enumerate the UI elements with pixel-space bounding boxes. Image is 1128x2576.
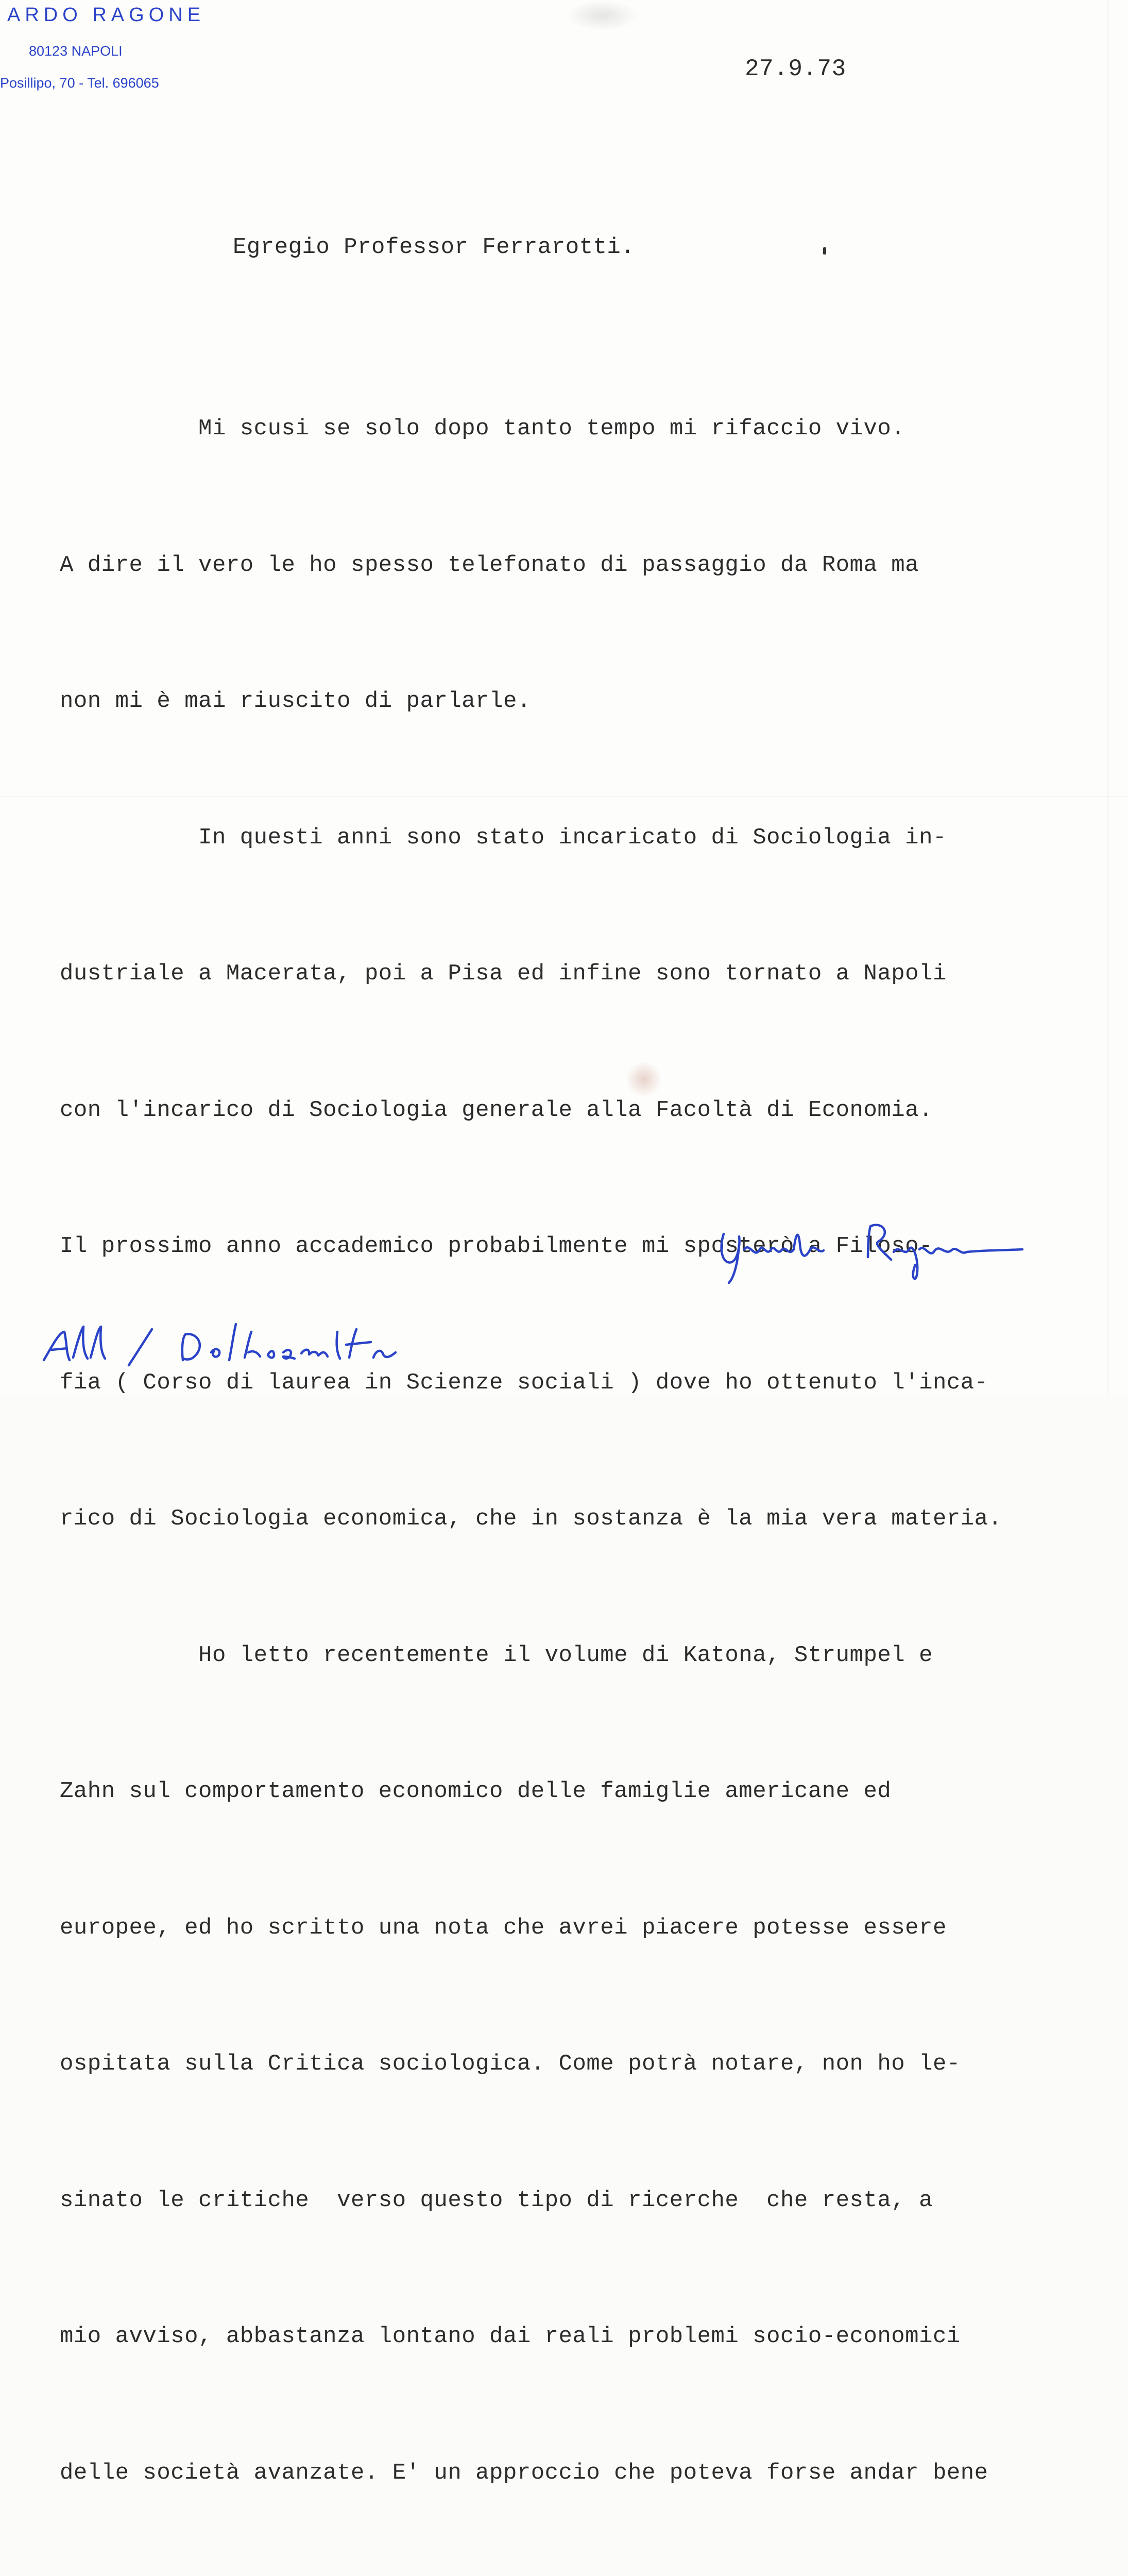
letter-date: 27.9.73 [745, 56, 846, 82]
body-line: Il prossimo anno accademico probabilmente mi sposterò a Filoso- [60, 1233, 933, 1259]
body-line: con l'incarico di Sociologia generale alla Facoltà di Economia. [60, 1097, 933, 1123]
body-line: A dire il vero le ho spesso telefonato di passaggio da Roma ma [60, 552, 919, 578]
paper-smudge [567, 0, 639, 31]
body-line: sinato le critiche verso questo tipo di ricerche che resta, a [60, 2187, 933, 2213]
body-line: rico di Sociologia economica, che in sostanza è la mia vera materia. [60, 1506, 1002, 1532]
body-line: mio avviso, abbastanza lontano dai reali problemi socio-economici [60, 2324, 961, 2349]
body-line: fia ( Corso di laurea in Scienze sociali ) dove ho ottenuto l'inca- [60, 1369, 988, 1396]
stray-ink-mark [823, 247, 826, 255]
body-line: Mi scusi se solo dopo tanto tempo mi rifaccio vivo. [60, 416, 905, 442]
letterhead-address: Posillipo, 70 - Tel. 696065 [0, 75, 159, 91]
handwritten-note [41, 1301, 417, 1378]
body-line: In questi anni sono stato incaricato di Sociologia in- [60, 824, 947, 851]
letter-body [60, 315, 1002, 2576]
salutation: Egregio Professor Ferrarotti. [233, 234, 635, 260]
body-line: europee, ed ho scritto una nota che avrei piacere potesse essere [60, 1914, 947, 1941]
signature [713, 1213, 1048, 1285]
letterhead-city: 80123 NAPOLI [29, 43, 123, 59]
body-line: Zahn sul comportamento economico delle famiglie americane ed [60, 1778, 892, 1804]
body-line: dustriale a Macerata, poi a Pisa ed infine sono tornato a Napoli [60, 961, 947, 987]
body-line: delle società avanzate. E' un approccio che poteva forse andar bene [60, 2460, 988, 2486]
body-line: Ho letto recentemente il volume di Katona, Strumpel e [60, 1642, 933, 1668]
letterhead-name: ARDO RAGONE [7, 4, 206, 26]
paper-crease-vertical [1107, 0, 1108, 1394]
body-line: ospitata sulla Critica sociologica. Come potrà notare, non ho le- [60, 2051, 961, 2077]
body-line: non mi è mai riuscito di parlarle. [60, 688, 531, 714]
